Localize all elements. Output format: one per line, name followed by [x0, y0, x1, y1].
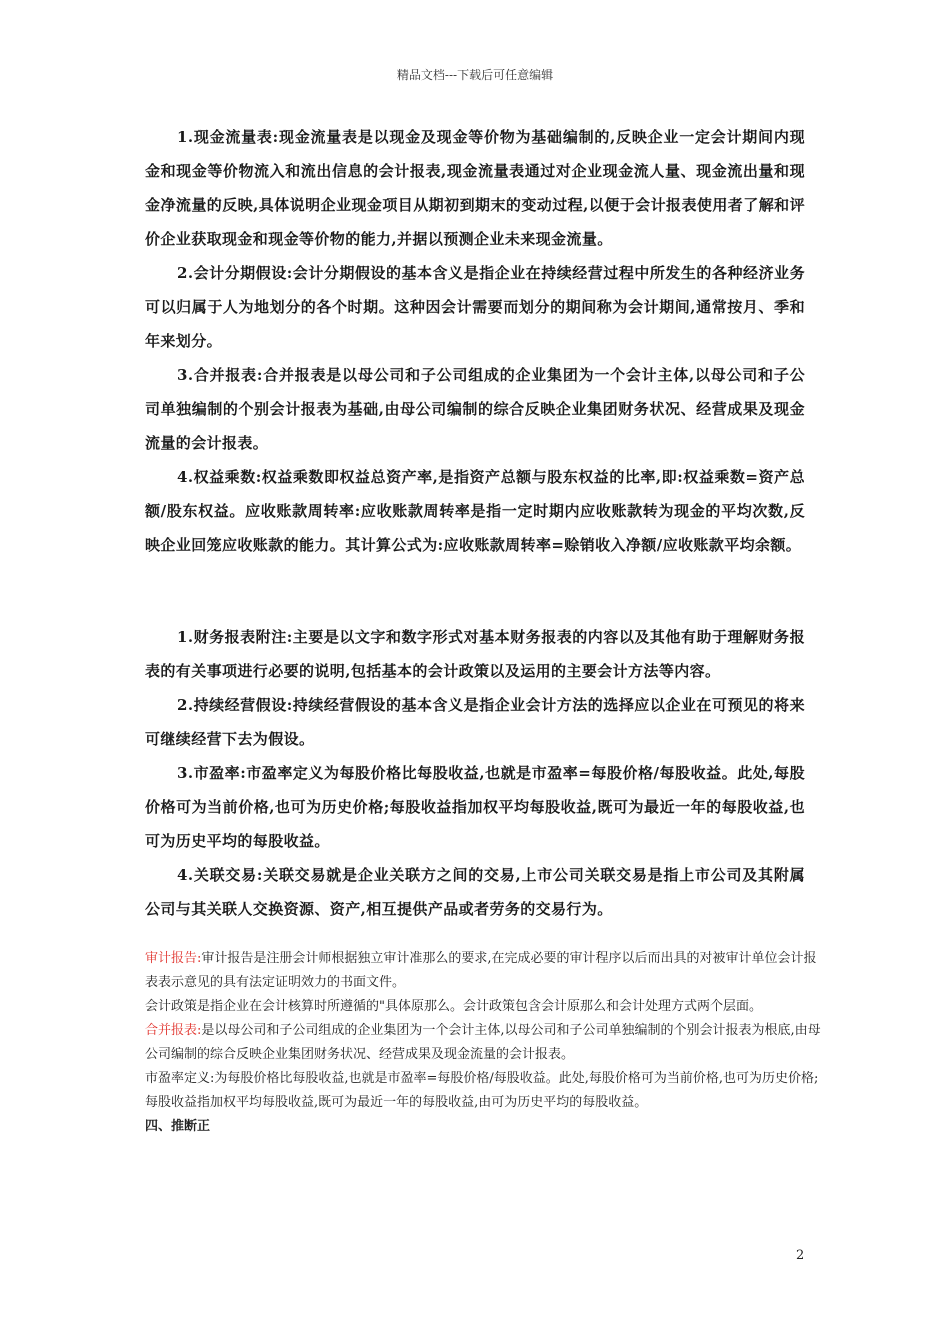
audit-report-text: 审计报告是注册会计师根据独立审计准那么的要求,在完成必要的审计程序以后而出具的对被审计单位会计报表表示意见的具有法定证明效力的书面文件。: [145, 951, 817, 990]
section-heading: 四、推断正: [145, 1119, 211, 1134]
scanned-block-2: [145, 620, 805, 926]
audit-report-label: 审计报告:: [145, 951, 202, 966]
consolidated-report-paragraph: [145, 1019, 825, 1067]
paragraph-notes-to-statements: 1.财务报表附注:主要是以文字和数字形式对基本财务报表的内容以及其他有助于理解财务报表的有关事项进行必要的说明,包括基本的会计政策以及运用的主要会计方法等内容。: [145, 628, 805, 680]
accounting-policy-paragraph: 会计政策是指企业在会计核算时所遵循的"具体原那么。会计政策包含会计原那么和会计处理方式两个层面。: [145, 999, 762, 1014]
paragraph-pe-ratio: 3.市盈率:市盈率定义为每股价格比每股收益,也就是市盈率=每股价格/每股收益。此处,每股价格可为当前价格,也可为历史价格;每股收益指加权平均每股收益,既可为最近一年的每股收益,也可为历史平均的每股收益。: [145, 764, 805, 850]
page-number: 2: [796, 1248, 805, 1263]
consolidated-report-text: 是以母公司和子公司组成的企业集团为一个会计主体,以母公司和子公司单独编制的个别会计报表为根底,由母公司编制的综合反映企业集团财务状况、经营成果及现金流量的会计报表。: [145, 1023, 821, 1062]
paragraph-consolidated-statement: 3.合并报表:合并报表是以母公司和子公司组成的企业集团为一个会计主体,以母公司和子公司单独编制的个别会计报表为基础,由母公司编制的综合反映企业集团财务状况、经营成果及现金流量的会计报表。: [145, 366, 805, 452]
paragraph-cash-flow-statement: 1.现金流量表:现金流量表是以现金及现金等价物为基础编制的,反映企业一定会计期间内现金和现金等价物流入和流出信息的会计报表,现金流量表通过对企业现金流人量、现金流出量和现金净流量的反映,具体说明企业现金项目从期初到期末的变动过程,以便于会计报表使用者了解和评价企业获取现金和现金等价物的能力,并据以预测企业未来现金流量。: [145, 128, 805, 248]
paragraph-related-party: 4.关联交易:关联交易就是企业关联方之间的交易,上市公司关联交易是指上市公司及其附属公司与其关联人交换资源、资产,相互提供产品或者劳务的交易行为。: [145, 866, 805, 918]
scanned-block-1: [145, 120, 805, 562]
paragraph-going-concern: 2.持续经营假设:持续经营假设的基本含义是指企业会计方法的选择应以企业在可预见的将来可继续经营下去为假设。: [145, 696, 805, 748]
audit-report-paragraph: [145, 947, 825, 995]
paragraph-accounting-period: 2.会计分期假设:会计分期假设的基本含义是指企业在持续经营过程中所发生的各种经济业务可以归属于人为地划分的各个时期。这种因会计需要而划分的期间称为会计期间,通常按月、季和年来划分。: [145, 264, 805, 350]
typed-notes: [145, 947, 825, 1139]
pe-definition-paragraph: 市盈率定义:为每股价格比每股收益,也就是市盈率=每股价格/每股收益。此处,每股价格可为当前价格,也可为历史价格;每股收益指加权平均每股收益,既可为最近一年的每股收益,由可为历史平均的每股收益。: [145, 1071, 819, 1110]
consolidated-report-label: 合并报表:: [145, 1023, 202, 1038]
paragraph-equity-multiplier: 4.权益乘数:权益乘数即权益总资产率,是指资产总额与股东权益的比率,即:权益乘数=资产总额/股东权益。应收账款周转率:应收账款周转率是指一定时期内应收账款转为现金的平均次数,反映企业回笼应收账款的能力。其计算公式为:应收账款周转率=赊销收入净额/应收账款平均余额。: [145, 468, 805, 554]
page-header: 精品文档---下载后可任意编辑: [396, 68, 554, 82]
